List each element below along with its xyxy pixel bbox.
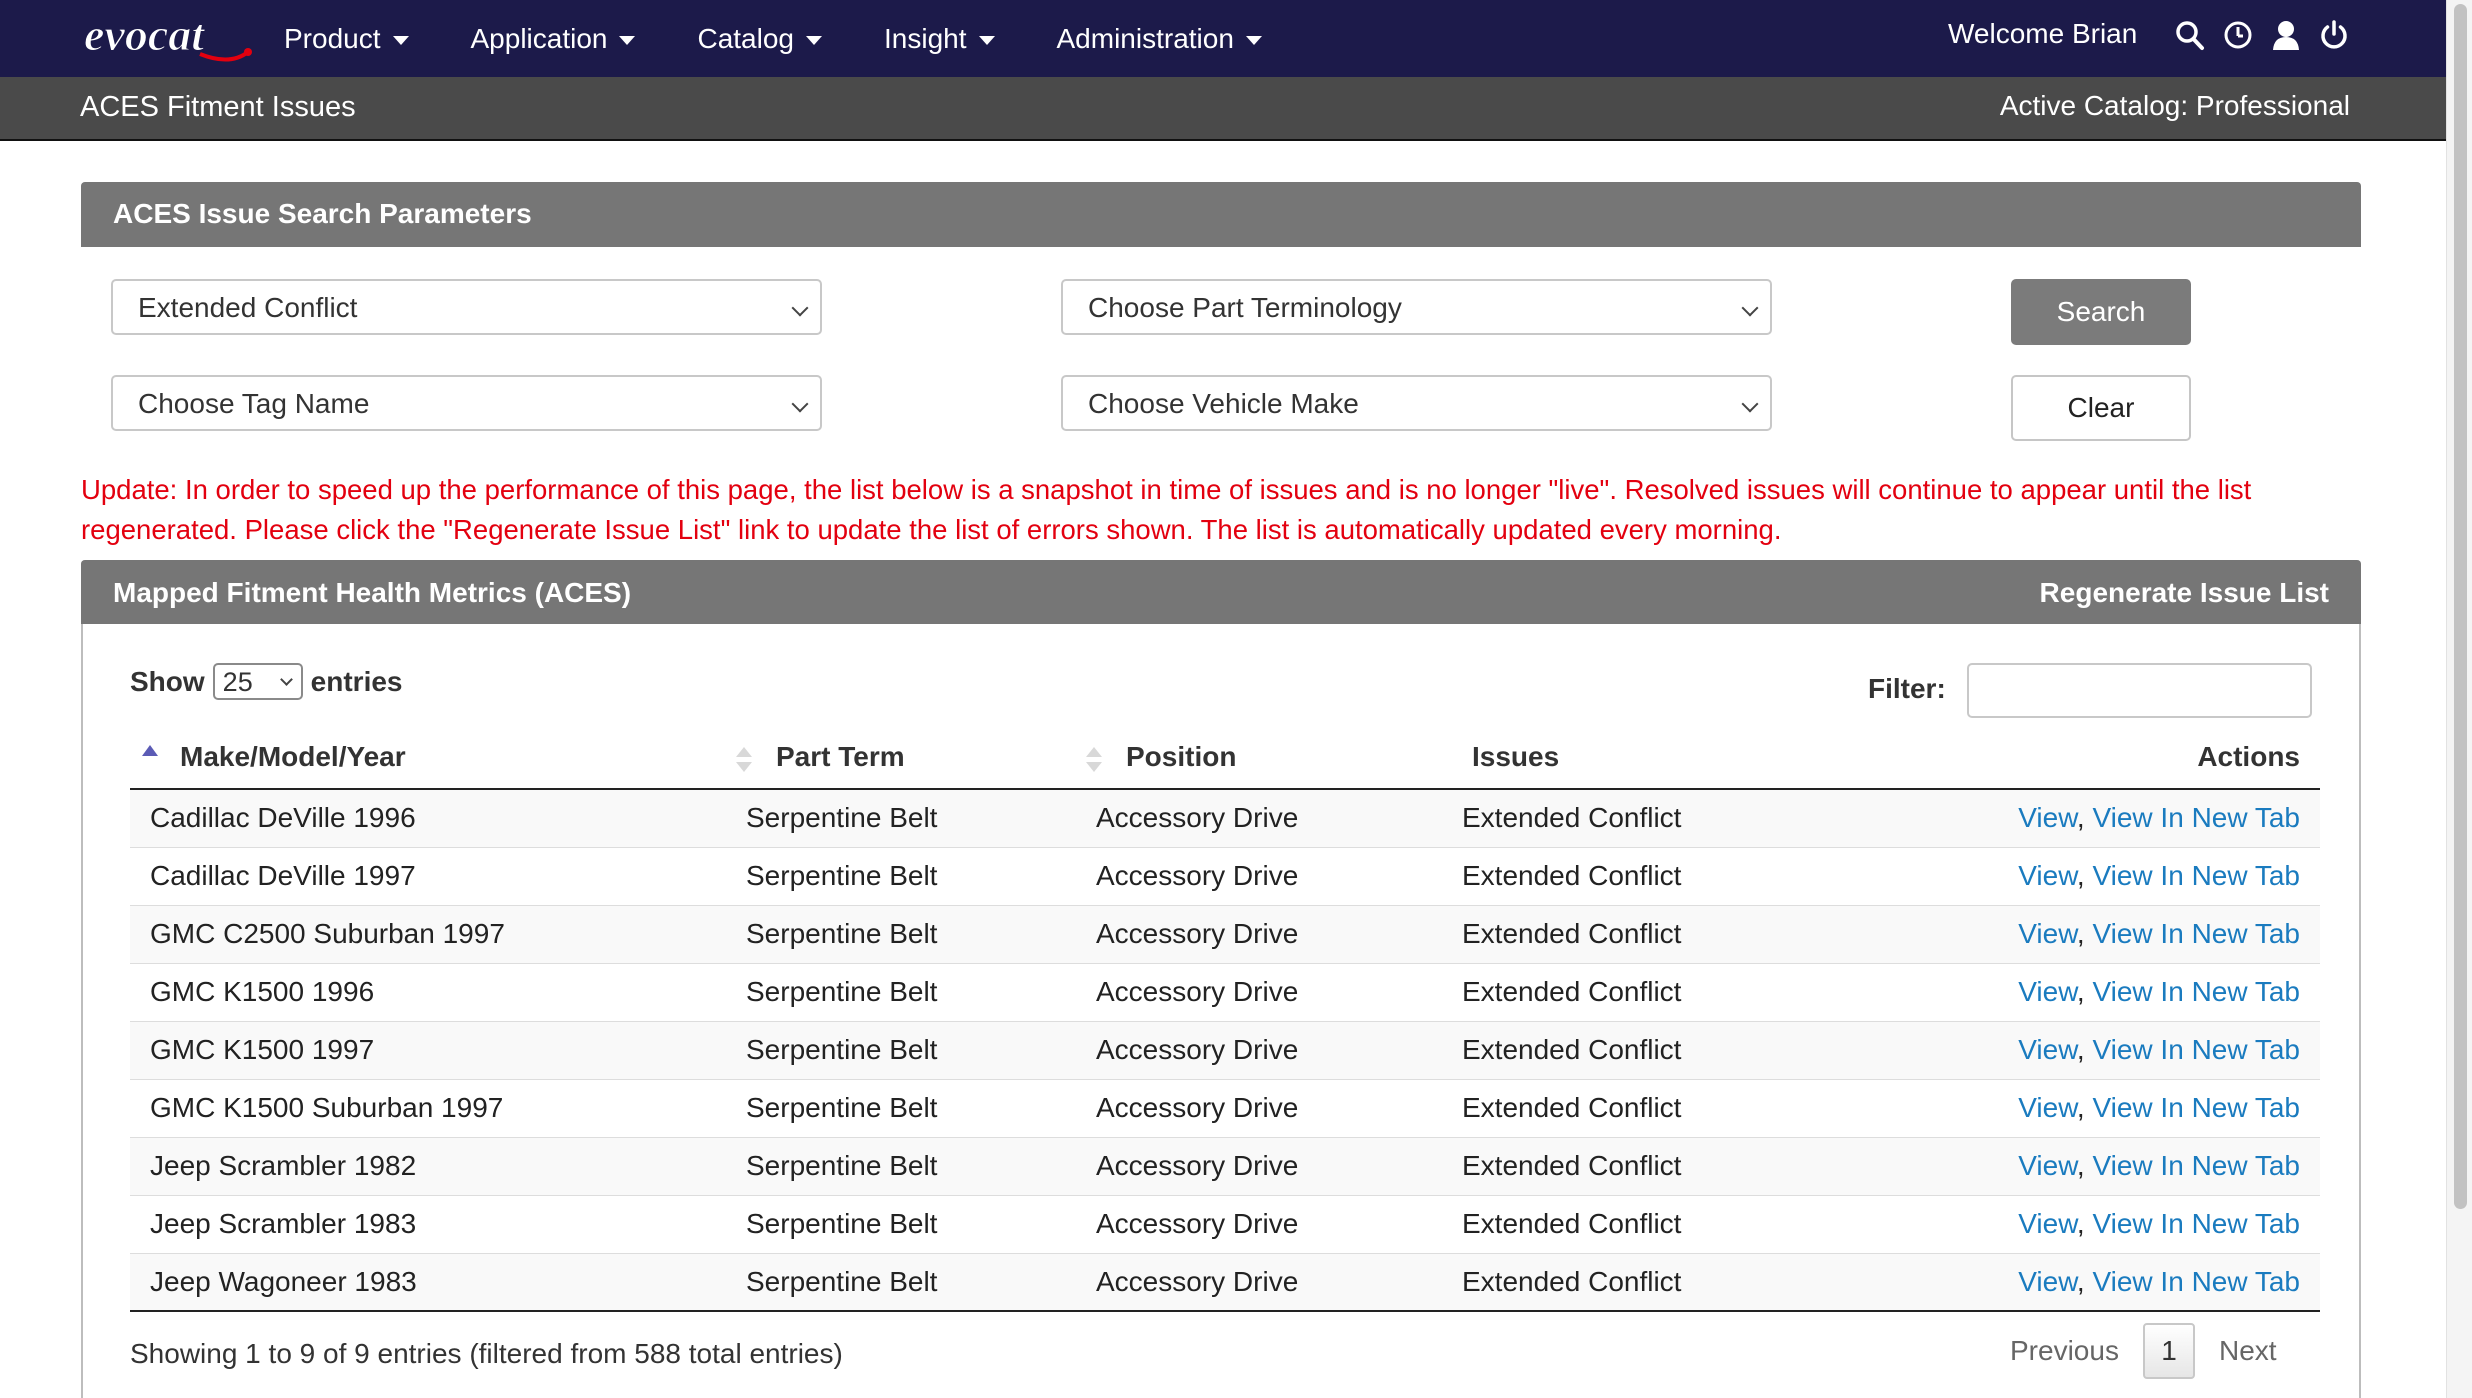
table-row (130, 848, 2320, 906)
clear-button[interactable]: Clear (2011, 375, 2191, 441)
cell-issue: Extended Conflict (1462, 918, 1682, 949)
issue-type-select[interactable] (111, 279, 822, 335)
cell-part-term: Serpentine Belt (746, 1034, 938, 1065)
part-terminology-select[interactable] (1061, 279, 1772, 335)
view-in-new-tab-link[interactable]: View In New Tab (2092, 918, 2300, 949)
chevron-down-icon (1742, 300, 1759, 317)
view-link[interactable]: View (2018, 1208, 2077, 1239)
search-button[interactable]: Search (2011, 279, 2191, 345)
cell-actions (2018, 1208, 2300, 1240)
caret-down-icon (979, 36, 995, 45)
action-separator: , (2076, 802, 2085, 833)
chevron-down-icon (280, 673, 293, 686)
menu-catalog-label: Catalog (697, 22, 794, 54)
col-make-model-year[interactable]: Make/Model/Year (180, 741, 406, 772)
sort-icon (1086, 747, 1102, 775)
view-link[interactable]: View (2018, 1092, 2077, 1123)
search-panel-header: ACES Issue Search Parameters (81, 182, 2361, 247)
action-separator: , (2076, 976, 2085, 1007)
sub-header (0, 77, 2446, 141)
power-icon[interactable] (2319, 19, 2349, 51)
top-navbar (0, 0, 2446, 77)
sort-icon (736, 747, 752, 775)
view-in-new-tab-link[interactable]: View In New Tab (2092, 802, 2300, 833)
cell-actions (2018, 1034, 2300, 1066)
menu-product-label: Product (284, 22, 381, 54)
filter-input[interactable] (1967, 663, 2312, 718)
cell-part-term: Serpentine Belt (746, 1150, 938, 1181)
cell-make-model-year: GMC K1500 1997 (150, 1034, 375, 1065)
scrollbar-thumb[interactable] (2454, 4, 2467, 1209)
col-issues: Issues (1472, 741, 1560, 772)
cell-issue: Extended Conflict (1462, 1034, 1682, 1065)
menu-administration-label: Administration (1056, 22, 1234, 54)
logo-text: evocat (84, 9, 205, 60)
cell-make-model-year: GMC K1500 1996 (150, 976, 375, 1007)
view-link[interactable]: View (2018, 1150, 2077, 1181)
cell-position: Accessory Drive (1096, 1266, 1299, 1297)
menu-application-label: Application (470, 22, 608, 54)
action-separator: , (2076, 860, 2085, 891)
show-label: Show (130, 665, 205, 697)
cell-make-model-year: Cadillac DeVille 1996 (150, 802, 416, 833)
view-in-new-tab-link[interactable]: View In New Tab (2092, 860, 2300, 891)
action-separator: , (2076, 918, 2085, 949)
page-length-value: 25 (222, 667, 253, 697)
view-link[interactable]: View (2018, 918, 2077, 949)
action-separator: , (2076, 1092, 2085, 1123)
cell-actions (2018, 802, 2300, 834)
search-icon[interactable] (2175, 19, 2205, 51)
view-in-new-tab-link[interactable]: View In New Tab (2092, 1208, 2300, 1239)
cell-make-model-year: Jeep Scrambler 1982 (150, 1150, 417, 1181)
col-actions: Actions (2197, 741, 2300, 772)
chevron-down-icon (792, 396, 809, 413)
page-length-control (130, 663, 403, 700)
col-position[interactable]: Position (1126, 741, 1237, 772)
view-link[interactable]: View (2018, 1266, 2077, 1297)
tag-name-value: Choose Tag Name (138, 388, 370, 419)
cell-position: Accessory Drive (1096, 802, 1299, 833)
update-notice: Update: In order to speed up the performance of this page, the list below is a snapshot in time of issues and is no longer "live". Resolved issues will continue to appear until the list regenerated. Please click the "Regenerate Issue List" link to update the list of errors shown. The list is automatically updated every morning. (81, 474, 2252, 545)
table-row (130, 1022, 2320, 1080)
table-row (130, 1196, 2320, 1254)
welcome-text: Welcome Brian (1948, 18, 2138, 49)
filter-label: Filter: (1868, 673, 1946, 704)
cell-actions (2018, 1150, 2300, 1182)
main-menu (284, 0, 1324, 77)
cell-issue: Extended Conflict (1462, 860, 1682, 891)
view-link[interactable]: View (2018, 802, 2077, 833)
view-link[interactable]: View (2018, 860, 2077, 891)
nav-icons (2175, 19, 2349, 51)
cell-make-model-year: GMC K1500 Suburban 1997 (150, 1092, 504, 1123)
cell-issue: Extended Conflict (1462, 1092, 1682, 1123)
caret-down-icon (806, 36, 822, 45)
metrics-title: Mapped Fitment Health Metrics (ACES) (113, 577, 632, 608)
menu-product[interactable] (284, 23, 409, 55)
cell-position: Accessory Drive (1096, 1208, 1299, 1239)
table-row (130, 1080, 2320, 1138)
table-row (130, 790, 2320, 848)
table-info: Showing 1 to 9 of 9 entries (filtered from 588 total entries) (130, 1338, 843, 1369)
active-catalog: Active Catalog: Professional (1999, 90, 2350, 121)
table-row (130, 964, 2320, 1022)
cell-actions (2018, 1092, 2300, 1124)
cell-part-term: Serpentine Belt (746, 918, 938, 949)
view-in-new-tab-link[interactable]: View In New Tab (2092, 976, 2300, 1007)
view-in-new-tab-link[interactable]: View In New Tab (2092, 1150, 2300, 1181)
chevron-down-icon (1742, 396, 1759, 413)
cell-part-term: Serpentine Belt (746, 860, 938, 891)
cell-part-term: Serpentine Belt (746, 1092, 938, 1123)
menu-administration[interactable] (1057, 23, 1262, 55)
pagination-previous[interactable]: Previous (2010, 1335, 2119, 1366)
action-separator: , (2076, 1266, 2085, 1297)
issue-type-value: Extended Conflict (138, 292, 358, 323)
cell-issue: Extended Conflict (1462, 802, 1682, 833)
cell-position: Accessory Drive (1096, 1092, 1299, 1123)
pagination-next[interactable]: Next (2219, 1335, 2277, 1366)
view-in-new-tab-link[interactable]: View In New Tab (2092, 1266, 2300, 1297)
cell-position: Accessory Drive (1096, 1034, 1299, 1065)
caret-down-icon (1246, 36, 1262, 45)
view-in-new-tab-link[interactable]: View In New Tab (2092, 1092, 2300, 1123)
menu-application[interactable] (471, 23, 636, 55)
sort-ascending-icon (142, 745, 158, 756)
clock-icon[interactable] (2223, 19, 2253, 51)
action-separator: , (2076, 1034, 2085, 1065)
caret-down-icon (393, 36, 409, 45)
cell-issue: Extended Conflict (1462, 1150, 1682, 1181)
table-body (130, 790, 2320, 1312)
vertical-scrollbar[interactable] (2446, 0, 2472, 1398)
page-title: ACES Fitment Issues (80, 91, 356, 123)
caret-down-icon (619, 36, 635, 45)
cell-position: Accessory Drive (1096, 976, 1299, 1007)
action-separator: , (2076, 1150, 2085, 1181)
cell-actions (2018, 860, 2300, 892)
page-length-select[interactable] (213, 663, 303, 700)
tag-name-select[interactable] (111, 375, 822, 431)
cell-part-term: Serpentine Belt (746, 1266, 938, 1297)
cell-part-term: Serpentine Belt (746, 976, 938, 1007)
view-in-new-tab-link[interactable]: View In New Tab (2092, 1034, 2300, 1065)
table-row (130, 906, 2320, 964)
cell-part-term: Serpentine Belt (746, 802, 938, 833)
table-row (130, 1254, 2320, 1312)
vehicle-make-value: Choose Vehicle Make (1088, 388, 1359, 419)
part-terminology-value: Choose Part Terminology (1088, 292, 1402, 323)
pagination-page-1[interactable]: 1 (2143, 1323, 2195, 1379)
cell-position: Accessory Drive (1096, 1150, 1299, 1181)
cell-position: Accessory Drive (1096, 918, 1299, 949)
vehicle-make-select[interactable] (1061, 375, 1772, 431)
table-row (130, 1138, 2320, 1196)
view-link[interactable]: View (2018, 976, 2077, 1007)
cell-make-model-year: Cadillac DeVille 1997 (150, 860, 416, 891)
cell-actions (2018, 918, 2300, 950)
metrics-panel-header (81, 560, 2361, 624)
menu-catalog[interactable] (697, 23, 822, 55)
cell-issue: Extended Conflict (1462, 976, 1682, 1007)
menu-insight[interactable] (884, 23, 995, 55)
user-icon[interactable] (2271, 19, 2301, 51)
view-link[interactable]: View (2018, 1034, 2077, 1065)
cell-position: Accessory Drive (1096, 860, 1299, 891)
cell-issue: Extended Conflict (1462, 1208, 1682, 1239)
regenerate-issue-list-link[interactable]: Regenerate Issue List (2039, 577, 2329, 608)
cell-make-model-year: Jeep Scrambler 1983 (150, 1208, 417, 1239)
cell-actions (2018, 976, 2300, 1008)
cell-make-model-year: GMC C2500 Suburban 1997 (150, 918, 505, 949)
table-header (130, 735, 2320, 790)
entries-label: entries (310, 665, 403, 697)
cell-actions (2018, 1266, 2300, 1298)
menu-insight-label: Insight (884, 22, 967, 54)
chevron-down-icon (792, 300, 809, 317)
cell-issue: Extended Conflict (1462, 1266, 1682, 1297)
evocat-logo[interactable] (80, 6, 255, 68)
col-part-term[interactable]: Part Term (776, 741, 905, 772)
cell-part-term: Serpentine Belt (746, 1208, 938, 1239)
action-separator: , (2076, 1208, 2085, 1239)
cell-make-model-year: Jeep Wagoneer 1983 (150, 1266, 417, 1297)
